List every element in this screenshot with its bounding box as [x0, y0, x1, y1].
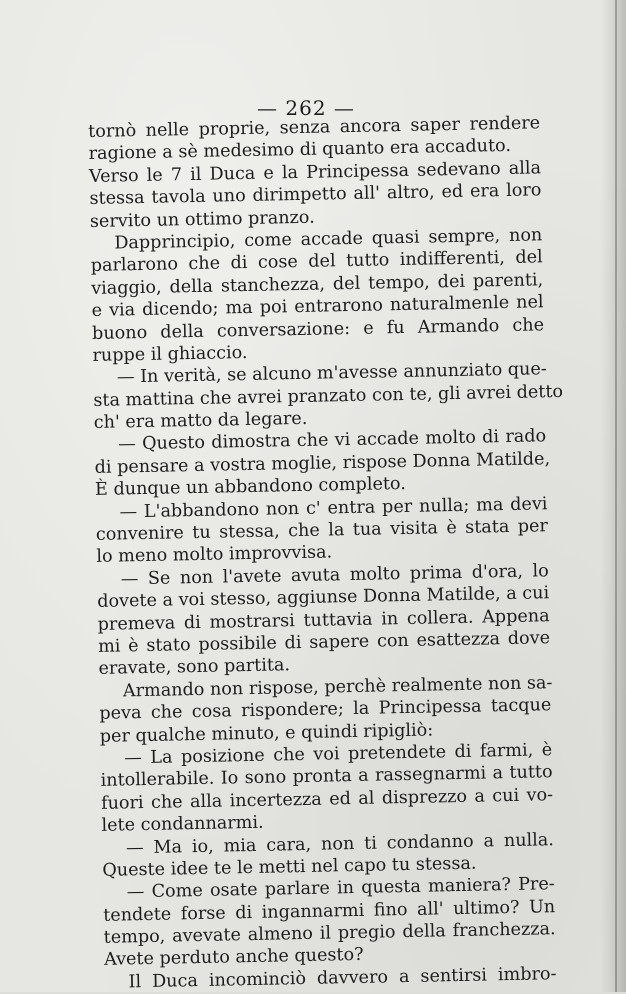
- text-line: sta mattina che avrei pranzato con te, gli avrei detto: [93, 381, 564, 411]
- text-line: convenire tu stessa, che la tua visita è stata per: [95, 516, 549, 545]
- text-line: — In verità, se alcuno m'avesse annunziato que-: [116, 359, 547, 388]
- text-line: stessa tavola uno dirimpetto all' altro, ed era loro: [89, 180, 542, 210]
- text-line: lete condannarmi.: [101, 812, 264, 836]
- text-line: tempo, avevate almeno il pregio della franchezza.: [103, 919, 556, 948]
- text-line: — Ma io, mia cara, non ti condanno a nulla.: [125, 829, 555, 858]
- text-line: — La posizione che voi pretendete di farmi, è: [124, 740, 553, 769]
- text-line: parlarono che di cose del tutto indifferenti, del: [90, 247, 543, 277]
- text-line: Dapprincipio, come accade quasi sempre, non: [114, 225, 543, 254]
- text-line: — Questo dimostra che vi accade molto di rado: [118, 426, 547, 455]
- text-line: servito un ottimo pranzo.: [89, 207, 315, 232]
- text-line: Queste idee te le metti nel capo tu stessa.: [102, 853, 477, 881]
- text-line: fuori che alla incertezza ed al disprezzo a cui vo-: [100, 784, 554, 814]
- text-line: di pensare a vostra moglie, rispose Donna Matilde,: [94, 449, 551, 478]
- text-line: tornò nelle proprie, senza ancora saper rendere: [88, 113, 541, 142]
- text-line: e via dicendo; ma poi entrarono naturalmenle nel: [91, 292, 544, 322]
- text-line: premeva di mostrarsi tuttavia in collera. Appena: [97, 605, 550, 635]
- text-line: mi è stato possibile di sapere con esattezza dove: [97, 628, 551, 657]
- text-line: tendete forse di ingannarmi fino all' ultimo? Un: [103, 896, 556, 926]
- page-number: — 262 —: [257, 96, 355, 120]
- text-line: — Se non l'avete avuta molto prima d'ora, lo: [120, 561, 549, 590]
- text-line: Armando non rispose, perchè realmente non sa-: [122, 672, 553, 702]
- text-line: per qualche minuto, e quindi ripigliò:: [99, 720, 434, 747]
- text-line: buono della conversazione: e fu Armando che: [91, 314, 545, 344]
- text-line: peva che cosa rispondere; la Principessa tacque: [99, 695, 552, 725]
- text-line: intollerabile. Io sono pronta a rassegnarmi a tutto: [100, 762, 553, 792]
- text-line: lo meno molto improvvisa.: [96, 542, 333, 568]
- text-line: Verso le 7 il Duca e la Principessa sedevano alla: [88, 158, 542, 187]
- page-edge-shadow: [600, 0, 626, 992]
- body-text: [88, 112, 564, 994]
- text-line: ragione a sè medesimo di quanto era accaduto.: [88, 136, 512, 165]
- text-line: dovete a voi stesso, aggiunse Donna Matilde, a cui: [97, 583, 550, 613]
- text-line: È dunque un abbandono completo.: [94, 474, 407, 501]
- text-line: — Come osate parlare in questa maniera? Pre-: [126, 874, 555, 903]
- text-line: eravate, sono partita.: [98, 655, 291, 680]
- text-line: Avete perduto anche questo?: [103, 945, 364, 971]
- text-line: — L'abbandono non c' entra per nulla; ma devi: [119, 493, 548, 523]
- text-line: Il Duca incominciò davvero a sentirsi imbro-: [128, 964, 557, 993]
- text-line: ch' era matto da legare.: [93, 408, 308, 434]
- binding-edge-line: [615, 0, 617, 992]
- text-line: viaggio, della stanchezza, del tempo, dei parenti,: [91, 270, 544, 299]
- text-line: ruppe il ghiaccio.: [92, 342, 248, 366]
